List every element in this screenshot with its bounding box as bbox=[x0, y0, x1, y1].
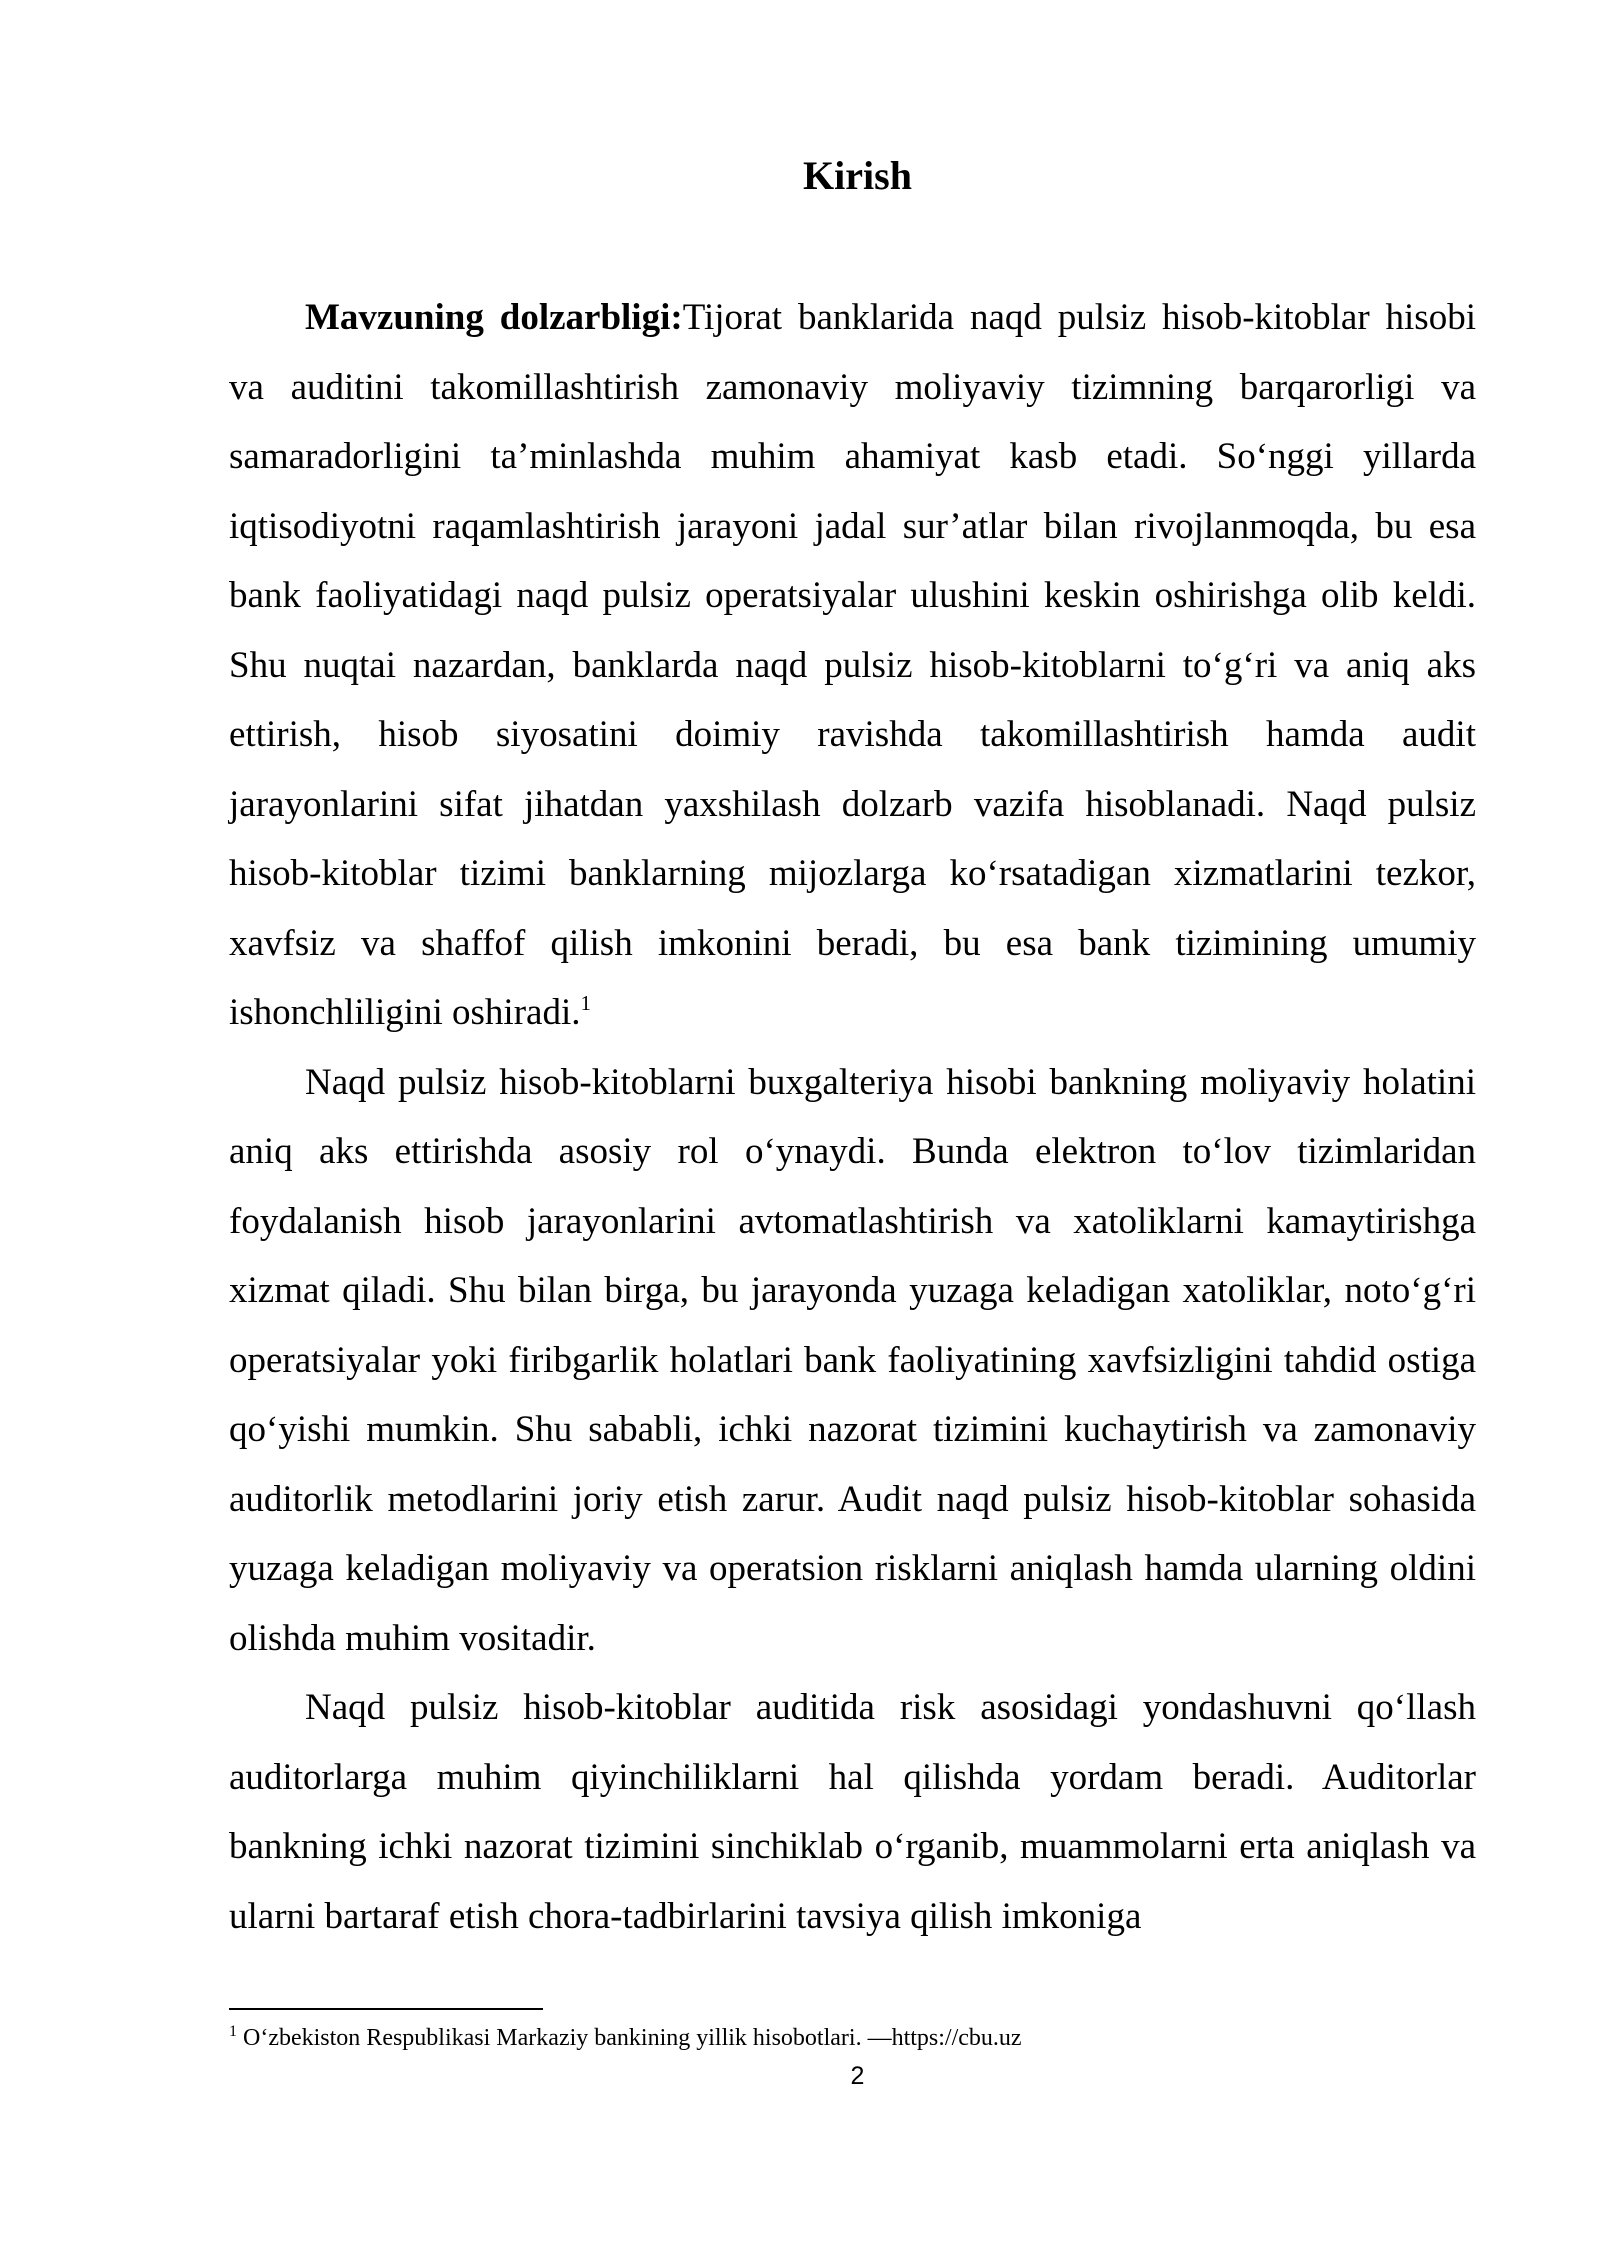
paragraph-accounting bbox=[229, 1048, 1476, 1674]
paragraph-lead: Mavzuning dolzarbligi: bbox=[305, 297, 683, 338]
footnote-reference[interactable]: 1 bbox=[580, 991, 591, 1015]
page-number: 2 bbox=[850, 2062, 865, 2090]
footnote-number: 1 bbox=[229, 2023, 237, 2040]
paragraph-relevance bbox=[229, 283, 1476, 1048]
footnote-text: O‘zbekiston Respublikasi Markaziy bankining yillik hisobotlari. —https://cbu.uz bbox=[243, 2025, 1022, 2051]
footnote-separator bbox=[229, 2008, 543, 2010]
page-title: Kirish bbox=[803, 153, 912, 198]
footnote bbox=[229, 2022, 1476, 2054]
paragraph-text: Tijorat banklarida naqd pulsiz hisob-kitoblar hisobi va auditini takomillashtirish zamonaviy moliyaviy tizimning barqarorligi va samaradorligini ta’minlashda muhim ahamiyat kasb etadi. So‘nggi yillarda iqtisodiyotni raqamlashtirish jarayoni jadal sur’atlar bilan rivojlanmoqda, bu esa bank faoliyatidagi naqd pulsiz operatsiyalar ulushini keskin oshirishga olib keldi. Shu nuqtai nazardan, banklarda naqd pulsiz hisob-kitoblarni to‘g‘ri va aniq aks ettirish, hisob siyosatini doimiy ravishda takomillashtirish hamda audit jarayonlarini sifat jihatdan yaxshilash dolzarb vazifa hisoblanadi. Naqd pulsiz hisob-kitoblar tizimi banklarning mijozlarga ko‘rsatadigan xizmatlarini tezkor, xavfsiz va shaffof qilish imkonini beradi, bu esa bank tizimining umumiy ishonchliligini oshiradi. bbox=[229, 297, 1476, 1033]
paragraph-audit bbox=[229, 1673, 1476, 1951]
paragraph-text: Naqd pulsiz hisob-kitoblar auditida risk asosidagi yondashuvni qo‘llash auditorlarga muhim qiyinchiliklarni hal qilishda yordam beradi. Auditorlar bankning ichki nazorat tizimini sinchiklab o‘rganib, muammolarni erta aniqlash va ularni bartaraf etish chora-tadbirlarini tavsiya qilish imkoniga bbox=[229, 1687, 1476, 1937]
paragraph-text: Naqd pulsiz hisob-kitoblarni buxgalteriya hisobi bankning moliyaviy holatini aniq aks ettirishda asosiy rol o‘ynaydi. Bunda elektron to‘lov tizimlaridan foydalanish hisob jarayonlarini avtomatlashtirish va xatoliklarni kamaytirishga xizmat qiladi. Shu bilan birga, bu jarayonda yuzaga keladigan xatoliklar, noto‘g‘ri operatsiyalar yoki firibgarlik holatlari bank faoliyatining xavfsizligini tahdid ostiga qo‘yishi mumkin. Shu sababli, ichki nazorat tizimini kuchaytirish va zamonaviy auditorlik metodlarini joriy etish zarur. Audit naqd pulsiz hisob-kitoblar sohasida yuzaga keladigan moliyaviy va operatsion risklarni aniqlash hamda ularning oldini olishda muhim vositadir. bbox=[229, 1061, 1476, 1659]
body-text bbox=[229, 283, 1476, 1951]
